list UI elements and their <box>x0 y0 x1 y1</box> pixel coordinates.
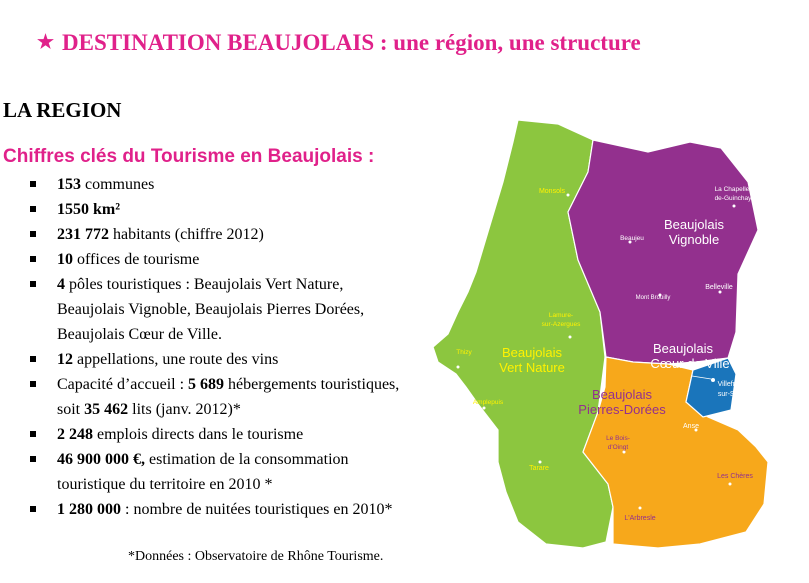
page-title-text: DESTINATION BEAUJOLAIS : une région, une structure <box>62 30 641 55</box>
fact-text: habitants (chiffre 2012) <box>109 226 264 243</box>
key-figures-list <box>30 172 410 522</box>
page-title <box>37 30 641 56</box>
list-item <box>30 197 410 222</box>
fact-value: 4 <box>57 276 65 293</box>
bullet-icon <box>30 356 36 362</box>
key-figures-heading: Chiffres clés du Tourisme en Beaujolais : <box>3 146 375 167</box>
list-item <box>30 447 410 497</box>
svg-text:Le Bois-: Le Bois- <box>606 435 630 442</box>
svg-text:Monsols: Monsols <box>538 188 566 195</box>
fact-text: pôles touristiques : Beaujolais Vert Nature, Beaujolais Vignoble, Beaujolais Pierres Dorées, Beaujolais Cœur de Ville. <box>57 276 365 343</box>
fact-value: 12 <box>57 351 73 368</box>
bullet-icon <box>30 206 36 212</box>
fact-text: lits (janv. 2012)* <box>128 401 241 418</box>
beaujolais-map <box>428 112 773 552</box>
list-item <box>30 222 410 247</box>
svg-text:Beaujeu: Beaujeu <box>620 235 644 242</box>
region-label: Vert Nature <box>499 360 565 375</box>
list-item <box>30 497 410 522</box>
fact-text: estimation de la consommation touristique du territoire en 2010 * <box>57 451 349 493</box>
list-item <box>30 247 410 272</box>
fact-text: Capacité d’accueil : <box>57 376 189 393</box>
svg-text:sur-Saône: sur-Saône <box>717 391 751 398</box>
svg-text:La Chapelle-: La Chapelle- <box>714 186 752 193</box>
fact-value: 46 900 000 €, <box>57 451 145 468</box>
town-mont-brouilly <box>636 294 671 302</box>
bullet-icon <box>30 506 36 512</box>
region-label: Vignoble <box>668 232 720 247</box>
bullet-icon <box>30 281 36 287</box>
fact-value: 35 462 <box>84 401 129 418</box>
svg-text:Amplepuis: Amplepuis <box>472 399 504 406</box>
bullet-icon <box>30 181 36 187</box>
fact-value: 2 248 <box>57 426 93 443</box>
svg-text:sur-Azergues: sur-Azergues <box>541 321 581 328</box>
region-label: Cœur de Ville <box>650 356 730 371</box>
list-item <box>30 172 410 197</box>
region-label: Beaujolais <box>502 345 562 360</box>
fact-text: communes <box>81 176 155 193</box>
bullet-icon <box>30 431 36 437</box>
fact-text: offices de tourisme <box>73 251 200 268</box>
bullet-icon <box>30 231 36 237</box>
svg-text:Anse: Anse <box>683 423 699 430</box>
source-footnote: *Données : Observatoire de Rhône Tourisme. <box>128 549 384 564</box>
svg-text:Villefranche-: Villefranche- <box>717 381 757 388</box>
section-heading: LA REGION <box>3 98 122 122</box>
town-le-bois-d-oingt <box>606 435 630 454</box>
fact-text: hébergements touristiques, soit <box>57 376 400 418</box>
fact-value: 231 772 <box>57 226 109 243</box>
bullet-icon <box>30 381 36 387</box>
fact-value: 1 280 000 <box>57 501 121 518</box>
svg-text:Tarare: Tarare <box>529 465 549 472</box>
fact-value: 1550 km² <box>57 201 121 218</box>
region-label: Beaujolais <box>653 341 713 356</box>
region-label: Beaujolais <box>664 217 724 232</box>
list-item <box>30 347 410 372</box>
bullet-icon <box>30 256 36 262</box>
list-item <box>30 422 410 447</box>
svg-text:L'Arbresle: L'Arbresle <box>624 515 656 522</box>
svg-text:Lamure-: Lamure- <box>548 312 574 319</box>
svg-text:Belleville: Belleville <box>705 284 733 291</box>
fact-text: emplois directs dans le tourisme <box>93 426 304 443</box>
region-label: Pierres-Dorées <box>578 402 666 417</box>
svg-text:d'Oingt: d'Oingt <box>607 444 629 451</box>
svg-text:Les Chères: Les Chères <box>717 473 753 480</box>
svg-text:Mont Brouilly: Mont Brouilly <box>635 295 671 301</box>
fact-value: 5 689 <box>188 376 225 393</box>
fact-text: : nombre de nuitées touristiques en 2010* <box>121 501 393 518</box>
svg-text:de-Guinchay: de-Guinchay <box>714 195 752 202</box>
fact-value: 153 <box>57 176 81 193</box>
list-item <box>30 272 410 347</box>
svg-text:Thizy: Thizy <box>456 349 472 356</box>
star-icon: ★ <box>37 32 55 53</box>
region-label: Beaujolais <box>592 387 652 402</box>
fact-value: 10 <box>57 251 73 268</box>
list-item <box>30 372 410 422</box>
fact-text: appellations, une route des vins <box>73 351 279 368</box>
bullet-icon <box>30 456 36 462</box>
